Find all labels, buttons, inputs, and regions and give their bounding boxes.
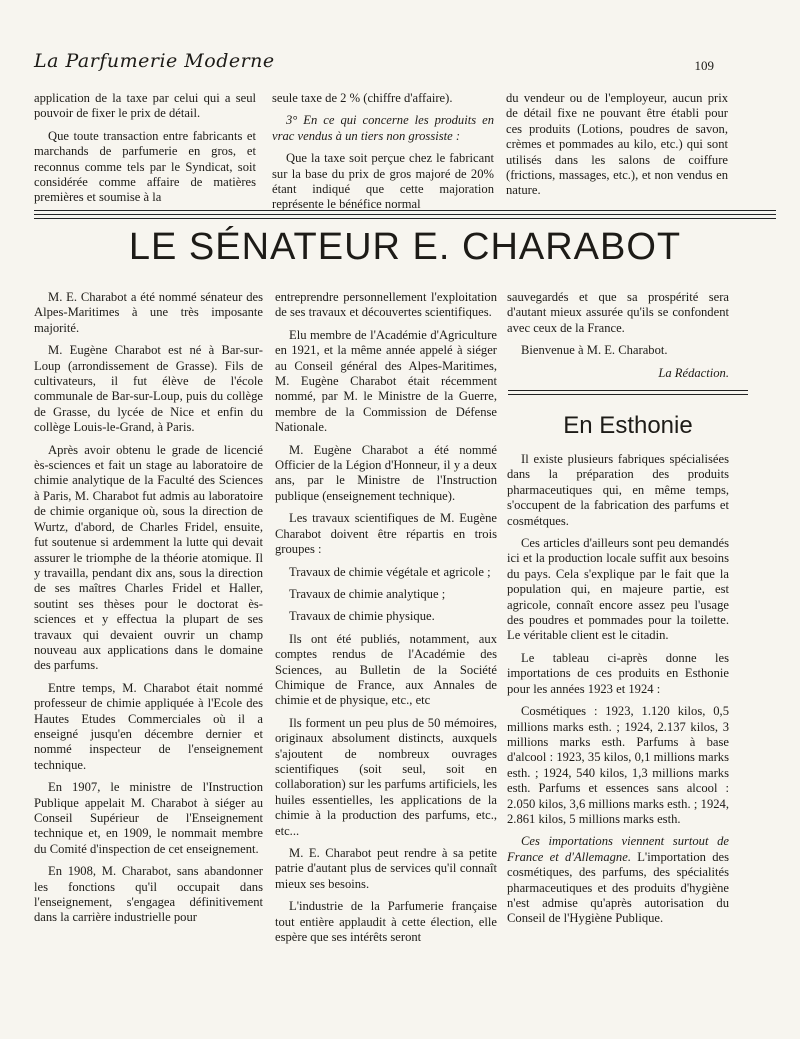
divider-rule	[34, 214, 776, 215]
paragraph: Cosmétiques : 1923, 1.120 kilos, 0,5 millions marks esth. ; 1924, 2.137 kilos, 3 millions marks esth. Parfums à base d'alcool : 1923, 35 kilos, 0,1 millions marks esth. ; 1924, 540 kilos, 1,3 millions marks esth. Parfums et essences sans alcool : 2.050 kilos, 3,6 millions marks esth. ; 1924, 2.861 kilos, 5 millions marks esth.	[507, 704, 729, 826]
paragraph: M. E. Charabot peut rendre à sa petite patrie d'autant plus de services qu'il connaît mieux ses besoins.	[275, 846, 497, 891]
divider-rule	[508, 390, 748, 391]
paragraph: M. Eugène Charabot a été nommé Officier de la Légion d'Honneur, il y a deux ans, par le Ministre de l'Instruction publique (enseignement technique).	[275, 442, 497, 503]
paragraph: entreprendre personnellement l'exploitation de ses travaux et découvertes scientifiques.	[275, 290, 497, 320]
paragraph: Le tableau ci-après donne les importations de ces produits en Esthonie pour les années 1923 et 1924 :	[507, 650, 729, 696]
paragraph: Ils forment un peu plus de 50 mémoires, originaux absolument distincts, auxquels s'ajoutent de nombreux ouvrages scientifiques (soit seul, soit en collaboration) sur les parfums artificiels, les huiles essentielles, les applications de la chimie à la production des parfums, etc., etc...	[275, 715, 497, 838]
paragraph: du vendeur ou de l'employeur, aucun prix de détail fixe ne pouvant être établi pour ces produits (Lotions, poudres de savon, crèmes et pommades au kilo, etc.) qui sont utilisés dans les salons de coiffure (frictions, massages, etc.), et non vendus en nature.	[506, 91, 728, 198]
paragraph: M. Eugène Charabot est né à Bar-sur-Loup (arrondissement de Grasse). Fils de cultivateurs, il fut élève de l'école communale de Bar-sur-Loup, puis du collège de Grasse, du lycée de Nice et enfin du collège Louis-le-Grand, à Paris.	[34, 343, 263, 435]
divider-rule	[34, 218, 776, 219]
article-column-1	[34, 290, 263, 933]
paragraph	[507, 834, 729, 926]
paragraph: Bienvenue à M. E. Charabot.	[521, 343, 668, 358]
paragraph: Elu membre de l'Académie d'Agriculture en 1921, et la même année appelé à siéger au Conseil général des Alpes-Maritimes, M. Eugène Charabot était récemment nommé, par M. le Ministre de la Guerre, membre de la Commission de Défense Nationale.	[275, 327, 497, 435]
top-column-1	[34, 91, 256, 213]
paragraph: 3° En ce qui concerne les produits en vrac vendus à un tiers non grossiste :	[272, 113, 494, 143]
paragraph: Après avoir obtenu le grade de licencié ès-sciences et fait un stage au laboratoire de chimie analytique de la Faculté des Sciences à Paris, M. Charabot fut admis au laboratoire de chimie organique où, sous la direction de Wurtz, d'abord, de Charles Fridel, ensuite, fut soutenue si ardemment la lutte qui devait assurer le triomphe de la théorie atomique. Il y travailla, pendant dix ans, sous la direction de ses maîtres Charles Fridel et Haller, soutint ses thèses pour le doctorat ès-sciences et y effectua la plupart de ses travaux qui devaient ouvrir un champ nouveau aux applications dans le domaine des parfums.	[34, 442, 263, 673]
top-column-3	[506, 91, 728, 206]
signature: La Rédaction.	[658, 365, 729, 380]
paragraph: Il existe plusieurs fabriques spécialisées dans la préparation des produits pharmaceutiques qui, en même temps, s'occupent de la fabrication des parfums et cosmétques.	[507, 452, 729, 528]
paragraph: Ces articles d'ailleurs sont peu demandés ici et la production locale suffit aux besoins du pays. Cela s'explique par le fait que la population qui, en majeure partie, est agricole, connaît encore assez peu l'usage des poudres et pommades pour la toilette. Le véritable client est le citadin.	[507, 536, 729, 643]
article-headline: LE SÉNATEUR E. CHARABOT	[128, 226, 682, 268]
article-column-3	[507, 290, 729, 388]
paragraph: En 1907, le ministre de l'Instruction Publique appelait M. Charabot à siéger au Conseil Supérieur de l'Enseignement technique et, en 1909, le nommait membre du Comité d'inspection de cet enseignement.	[34, 780, 263, 856]
paragraph: En 1908, M. Charabot, sans abandonner les fonctions qu'il occupait dans l'enseignement, s'engagea définitivement dans la carrière industrielle pour	[34, 864, 263, 925]
paragraph: Les travaux scientifiques de M. Eugène Charabot doivent être répartis en trois groupes :	[275, 511, 497, 557]
paragraph: seule taxe de 2 % (chiffre d'affaire).	[272, 91, 453, 105]
top-column-2	[272, 91, 494, 220]
paragraph: L'industrie de la Parfumerie française tout entière applaudit à cette élection, elle espère que ses intérêts seront	[275, 899, 497, 945]
divider-rule	[34, 210, 776, 211]
sidebar-column	[507, 452, 729, 934]
italic-text: Ces importations viennent surtout de France et d'Allemagne.	[507, 834, 729, 864]
list-item: Travaux de chimie physique.	[289, 609, 435, 624]
paragraph: Que toute transaction entre fabricants et marchands de parfumerie en gros, et reconnus comme tels par le Syndicat, soit considérée comme affaire de matières premières et soumise à la	[34, 128, 256, 205]
paragraph: Que la taxe soit perçue chez le fabricant sur la base du prix de gros majoré de 20% étant indiqué que cette majoration représente le bénéfice normal	[272, 151, 494, 212]
paragraph: sauvegardés et que sa prospérité sera d'autant mieux assurée qu'ils se confondent avec ceux de la France.	[507, 290, 729, 335]
list-item: Travaux de chimie végétale et agricole ;	[289, 564, 491, 579]
paragraph: M. E. Charabot a été nommé sénateur des Alpes-Maritimes à une très imposante majorité.	[34, 290, 263, 335]
paragraph: application de la taxe par celui qui a seul pouvoir de fixer le prix de détail.	[34, 91, 256, 121]
page-number: 109	[694, 58, 714, 73]
article-column-2	[275, 290, 497, 952]
list-item: Travaux de chimie analytique ;	[289, 586, 446, 601]
paragraph: Ils ont été publiés, notamment, aux comptes rendus de l'Académie des Sciences, au Bulletin de la Société Chimique de France, aux Annales de chimie et de physique, etc., etc	[275, 631, 497, 708]
divider-rule	[508, 394, 748, 395]
paragraph: Entre temps, M. Charabot était nommé professeur de chimie appliquée à l'Ecole des Hautes Etudes Commerciales où il a enseigné jusqu'en décembre dernier et nommé inspecteur de l'enseignement technique.	[34, 680, 263, 772]
sidebar-title: En Esthonie	[563, 412, 693, 439]
paragraph-text: L'importation des cosmétiques, des parfums, des spécialités pharmaceutiques et des produits d'hygiène n'est admise qu'après autorisation du Conseil de l'Hygiène Publique.	[507, 849, 729, 926]
journal-title: La Parfumerie Moderne	[34, 50, 275, 72]
